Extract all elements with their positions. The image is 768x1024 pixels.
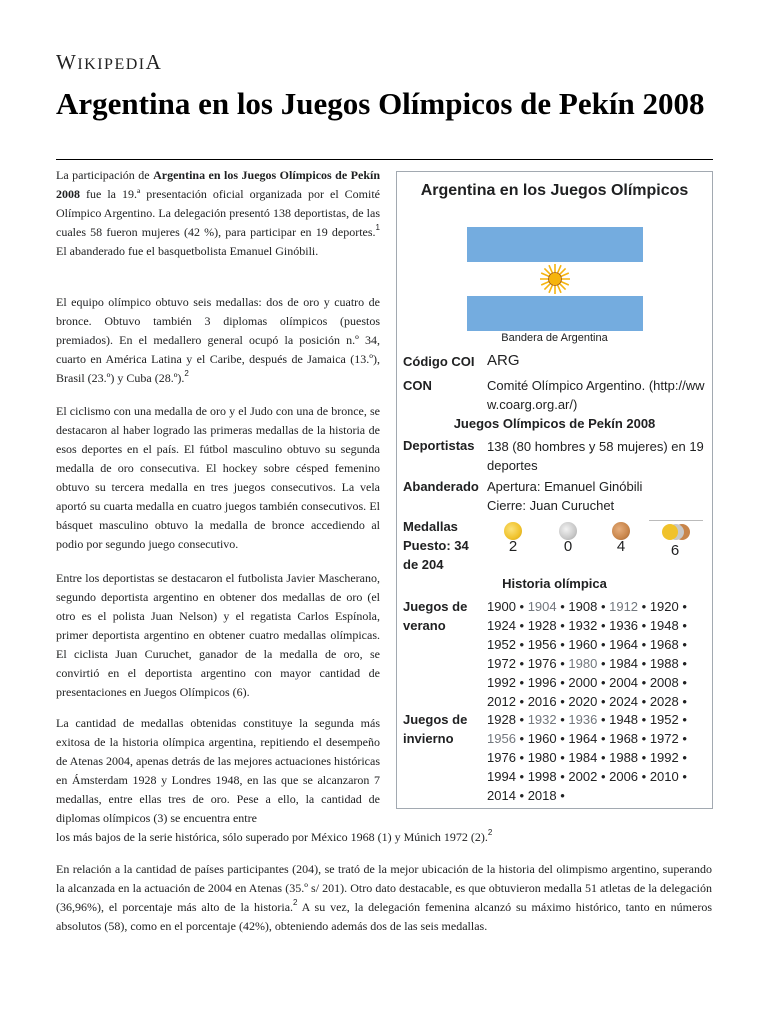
games-year-link[interactable]: 1998 <box>527 769 557 784</box>
games-year-link[interactable]: 2004 <box>609 675 639 690</box>
con-value[interactable]: Comité Olímpico Argentino. (http://www.coarg.org.ar/) <box>487 378 705 412</box>
games-year-link[interactable]: 1936 <box>609 618 639 633</box>
deportistas-label: Deportistas <box>403 438 475 453</box>
title-divider <box>56 159 713 160</box>
article-subject: Argentina en los Juegos Olímpicos de Pekín 2008 <box>56 168 380 201</box>
abanderado-value <box>487 477 709 515</box>
games-year-link[interactable]: 1956 <box>527 637 557 652</box>
games-year-link[interactable]: 1924 <box>487 618 516 633</box>
games-year-link[interactable]: 1932 <box>568 618 598 633</box>
page-title: Argentina en los Juegos Olímpicos de Pekín 2008 <box>56 86 705 121</box>
games-year-link[interactable]: 1984 <box>609 656 639 671</box>
games-year-link[interactable]: 1976 <box>527 656 557 671</box>
games-year-link[interactable]: 1984 <box>568 750 598 765</box>
paragraph-history-continued: los más bajos de la serie histórica, sólo superado por México 1968 (1) y Múnich 1972 (2).$^2$ <box>56 828 493 844</box>
con-label: CON <box>403 378 432 393</box>
deportistas-value: 138 (80 hombres y 58 mujeres) en 19 deportes <box>487 439 704 473</box>
games-year-link[interactable]: 1992 <box>487 675 516 690</box>
abanderado-closing: Cierre: Juan Curuchet <box>487 498 615 513</box>
bronze-medal-count: 4 <box>616 538 626 555</box>
gold-medal-count: 2 <box>508 538 518 555</box>
summer-games-label: Juegos de verano <box>403 599 468 633</box>
games-year-link[interactable]: 1972 <box>649 731 679 746</box>
games-year-link[interactable]: 1980 <box>527 750 557 765</box>
abanderado-label: Abanderado <box>403 479 479 494</box>
silver-medal-count: 0 <box>563 538 573 555</box>
games-year-link[interactable]: 1992 <box>649 750 679 765</box>
games-year-link[interactable]: 1948 <box>609 712 639 727</box>
games-year-link[interactable]: 1912 <box>609 599 639 614</box>
games-year-link[interactable]: 2008 <box>649 675 679 690</box>
games-year-link[interactable]: 1948 <box>649 618 679 633</box>
section-olympic-history: Historia olímpica <box>502 576 607 591</box>
games-year-link[interactable]: 1952 <box>487 637 516 652</box>
abanderado-opening: Apertura: Emanuel Ginóbili <box>487 479 643 494</box>
games-year-link[interactable]: 1976 <box>487 750 516 765</box>
games-year-link[interactable]: 1960 <box>527 731 557 746</box>
games-year-link[interactable]: 1968 <box>649 637 679 652</box>
total-medals-icon <box>662 524 692 542</box>
paragraph-sports: El ciclismo con una medalla de oro y el Judo con una de bronce, se destacaron al haber logrado las primeras medallas de la historia de esos deportes en el país. El fútbol masculino obtuvo su segunda medalla de oro consecutiva. El hockey sobre césped femenino obtuvo su tercera medalla en tres juegos consecutivos. La vela aportó su cuarta medalla en cuatro juegos también consecutivos. El básquet masculino obtuvo la medalla de bronce accediendo al podio por segundo juego consecutivo. <box>56 404 380 551</box>
reference-link[interactable]: 2 <box>487 828 493 837</box>
reference-link[interactable]: 1 <box>375 223 380 232</box>
games-year-link[interactable]: 1936 <box>568 712 598 727</box>
winter-games-years: 1928 • 1932 • 1936 • 1948 • 1952 • 1956 • 1960 • 1964 • 1968 • 1972 • 1976 • 1980 • 1984 • 1988 • 1992 • 1994 • 1998 • 2002 • 2006 • 2010 • 2014 • 2018 • <box>487 712 687 803</box>
games-year-link[interactable]: 1980 <box>568 656 598 671</box>
games-year-link[interactable]: 1908 <box>568 599 598 614</box>
wikipedia-logo[interactable]: WIKIPEDIA <box>56 50 163 74</box>
games-year-link[interactable]: 2002 <box>568 769 598 784</box>
games-year-link[interactable]: 1994 <box>487 769 516 784</box>
games-year-link[interactable]: 2010 <box>649 769 679 784</box>
infobox <box>396 171 713 809</box>
sun-of-may-icon <box>539 263 571 295</box>
codigo-coi-value: ARG <box>487 352 520 369</box>
games-year-link[interactable]: 2020 <box>568 694 598 709</box>
medallas-label: Medallas Puesto: 34 de 204 <box>403 519 469 572</box>
games-year-link[interactable]: 1952 <box>649 712 679 727</box>
flag-caption: Bandera de Argentina <box>501 332 608 344</box>
infobox-title: Argentina en los Juegos Olímpicos <box>420 182 689 199</box>
games-year-link[interactable]: 1900 <box>487 599 516 614</box>
winter-games-label: Juegos de invierno <box>403 712 468 746</box>
reference-link[interactable]: 2 <box>184 369 189 378</box>
summer-games-years: 1900 • 1904 • 1908 • 1912 • 1920 • 1924 • 1928 • 1932 • 1936 • 1948 • 1952 • 1956 • 1960 • 1964 • 1968 • 1972 • 1976 • 1980 • 1984 • 1988 • 1992 • 1996 • 2000 • 2004 • 2008 • 2012 • 2016 • 2020 • 2024 • 2028 • <box>487 599 687 709</box>
games-year-link[interactable]: 2014 <box>487 788 516 803</box>
games-year-link[interactable]: 1968 <box>609 731 639 746</box>
paragraph-participants: En relación a la cantidad de países participantes (204), se trató de la mejor ubicación de la historia del olimpismo argentino, superando la alcanzada en la actuación de 2004 en Atenas (35.º s/ 201). Otro dato destacable, es que obtuvieron medalla 51 atletas de la delegación (36,96%), el porcentaje más alto de la historia.$^2$ A su vez, la delegación femenina alcanzó su máximo histórico, tanto en números absolutos (58), como en el porcentaje (42%), obteniendo además dos de las seis medallas. <box>56 862 712 933</box>
games-year-link[interactable]: 1956 <box>487 731 516 746</box>
games-year-link[interactable]: 2028 <box>649 694 679 709</box>
games-year-link[interactable]: 2000 <box>568 675 598 690</box>
games-year-link[interactable]: 1988 <box>609 750 639 765</box>
total-medal-count: 6 <box>670 542 680 559</box>
games-year-link[interactable]: 2018 <box>527 788 557 803</box>
games-year-link[interactable]: 1920 <box>649 599 679 614</box>
games-year-link[interactable]: 1928 <box>527 618 557 633</box>
games-year-link[interactable]: 1904 <box>527 599 557 614</box>
paragraph-athletes: Entre los deportistas se destacaron el futbolista Javier Mascherano, segundo deportista argentino en obtener dos medallas de oro (el otro es el polista Juan Nelson) y el regatista Carlos Espínola, primer deportista argentino en obtener cuatro medallas olímpicas. El ciclista Juan Curuchet, ganador de la medalla de oro, se convirtió en el deportista argentino con mayor cantidad de presentaciones en Juegos Olímpicos (6). <box>56 571 380 699</box>
reference-link[interactable]: 2 <box>293 898 298 907</box>
games-year-link[interactable]: 2016 <box>527 694 557 709</box>
codigo-coi-label: Código COI <box>403 354 475 369</box>
games-year-link[interactable]: 1960 <box>568 637 598 652</box>
section-beijing-2008: Juegos Olímpicos de Pekín 2008 <box>453 416 656 431</box>
games-year-link[interactable]: 2006 <box>609 769 639 784</box>
games-year-link[interactable]: 1964 <box>568 731 598 746</box>
games-year-link[interactable]: 1972 <box>487 656 516 671</box>
games-year-link[interactable]: 1996 <box>527 675 557 690</box>
games-year-link[interactable]: 1932 <box>527 712 557 727</box>
games-year-link[interactable]: 1928 <box>487 712 516 727</box>
games-year-link[interactable]: 1964 <box>609 637 639 652</box>
games-year-link[interactable]: 2024 <box>609 694 639 709</box>
games-year-link[interactable]: 1988 <box>649 656 679 671</box>
games-year-link[interactable]: 2012 <box>487 694 516 709</box>
paragraph-history: La cantidad de medallas obtenidas constituye la segunda más exitosa de la historia olímpica argentina, repitiendo el desempeño de Atenas 2004, apenas detrás de las mejores actuaciones históricas en Ámsterdam 1928 y Londres 1948, en las que se alcanzaron 7 medallas, entre ellas tres de oro. Pese a ello, la cantidad de diplomas olímpicos (3) se encuentra entre <box>56 716 380 825</box>
argentina-flag-image[interactable] <box>467 227 643 331</box>
paragraph-intro: La participación de Argentina en los Juegos Olímpicos de Pekín 2008 fue la 19.ª presentación oficial organizada por el Comité Olímpico Argentino. La delegación presentó 138 deportistas, de las cuales 58 fueron mujeres (42 %), para participar en 19 deportes.$^1$ El abanderado fue el basquetbolista Emanuel Ginóbili. <box>56 168 380 258</box>
paragraph-medals: El equipo olímpico obtuvo seis medallas: dos de oro y cuatro de bronce. Obtuvo también 3 diplomas olímpicos (puestos premiados). En el medallero general ocupó la posición n.º 34, cuarto en América Latina y el Caribe, después de Jamaica (13.º), Brasil (23.º) y Cuba (28.º).$^2$ <box>56 295 380 385</box>
